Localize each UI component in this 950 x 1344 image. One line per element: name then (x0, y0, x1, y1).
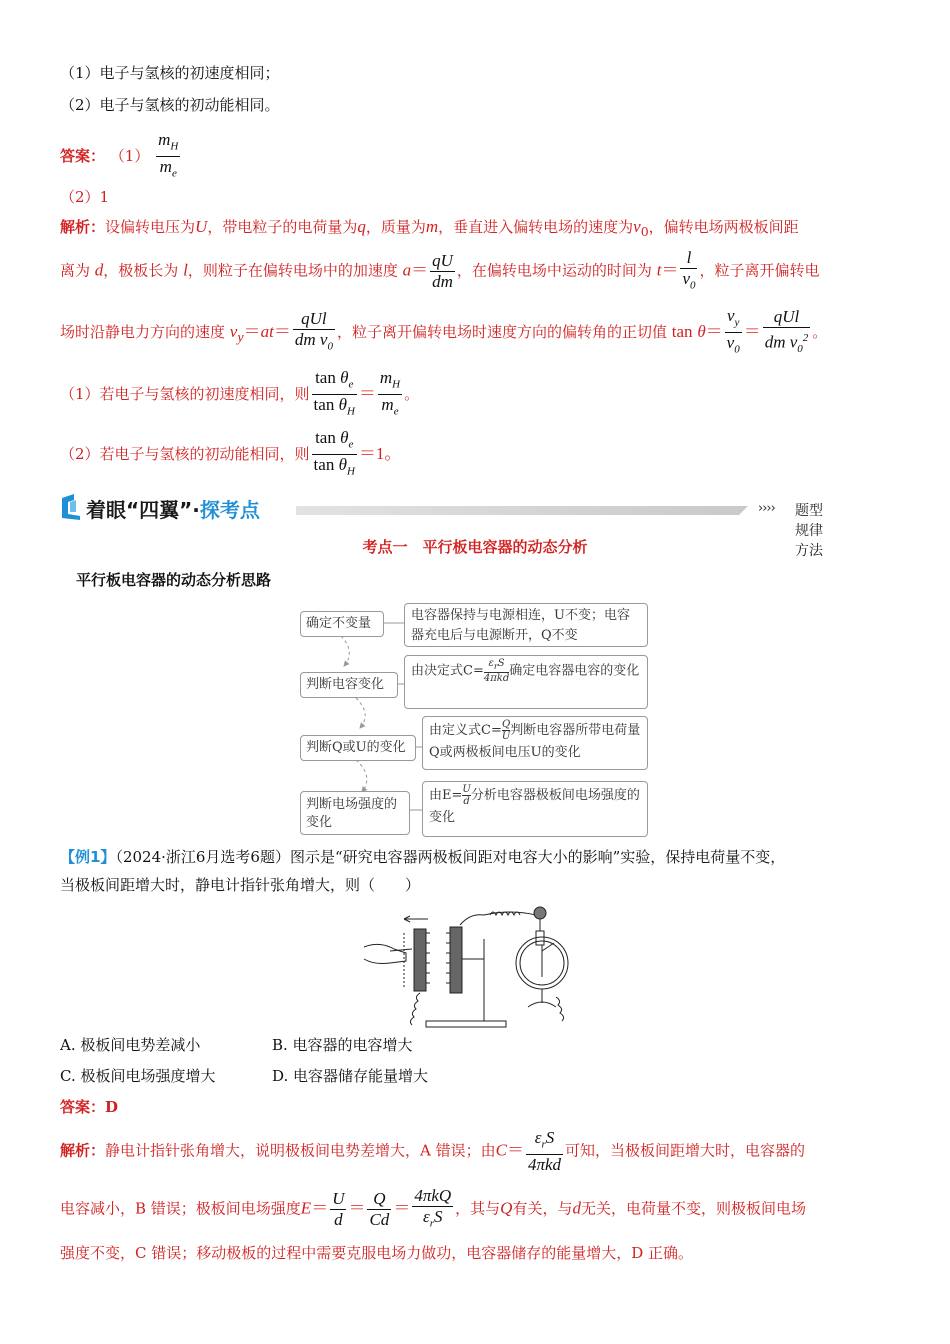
sub-title: 平行板电容器的动态分析思路 (76, 571, 272, 589)
explanation-line-2: 电容减小，B 错误；极板间电场强度E＝ $\frac{U}{d}$ ＝ $\frac{Q}{Cd}$ ＝ $\frac{\text{4πkQ}}{\varepsilon_rS}$ ，其与Q有关，与d无关，电荷量不变，则极板间电场 (60, 1186, 806, 1230)
mass-ratio: $\frac{m_H}{m_e}$ (158, 130, 179, 180)
banner-divider (296, 506, 748, 515)
analysis-line-3: 场时沿静电力方向的速度 $v_y=at=$ $\frac{\text{qUl}}{dm v_0}$ ，粒子离开偏转电场时速度方向的偏转角的正切值 tan θ＝ $\frac{v_y}{v_0}$ ＝ $\frac{\text{qUl}}{dm v_0^2}$ 。 (60, 306, 828, 356)
analysis-line-1: 解析：设偏转电压为U，带电粒子的电荷量为q，质量为m，垂直进入偏转电场的速度为$v_0$，偏转电场两极板间距 (60, 217, 799, 239)
option-a: A. 极板间电势差减小 (60, 1036, 201, 1054)
chevrons-icon: ›››› (758, 501, 775, 516)
question-2: （2）电子与氢核的初动能相同。 (60, 96, 280, 114)
example-line-1: 【例1】（2024·浙江6月选考6题）图示是“研究电容器两极板间距对电容大小的影响”实验，保持电荷量不变， (60, 848, 786, 866)
explanation-line-3: 强度不变，C 错误；移动极板的过程中需要克服电场力做功，电容器储存的能量增大，D 正确。 (60, 1244, 694, 1262)
tag-rule: 规律 (795, 523, 823, 539)
answer-2: （2）1 (60, 188, 110, 206)
answer-label: 答案： (60, 146, 106, 165)
analysis-line-2: 离为 d，极板长为 l，则粒子在偏转电场中的加速度 a＝ $\frac{qU}{dm}$ ，在偏转电场中运动的时间为 t＝ $\frac{l}{v_0}$ ，粒子离开偏转电 (60, 248, 820, 292)
analysis-case-1: （1）若电子与氢核的初速度相同，则 $\frac{\tan \theta_e}{\tan \theta_H}$ ＝ $\frac{m_H}{m_e}$ 。 (60, 368, 420, 418)
tag-method: 方法 (795, 543, 823, 559)
option-d: D. 电容器储存能量增大 (272, 1067, 429, 1085)
option-c: C. 极板间电场强度增大 (60, 1067, 216, 1085)
example-line-2: 当极板间距增大时，静电计指针张角增大，则（ ） (60, 876, 421, 894)
banner-title: 着眼“四翼”·探考点 (86, 498, 260, 522)
analysis-case-2: （2）若电子与氢核的初动能相同，则 $\frac{\tan \theta_e}{\tan \theta_H}$ ＝1。 (60, 428, 402, 478)
flow-desc-1: 电容器保持与电源相连，U不变；电容器充电后与电源断开，Q不变 (404, 603, 648, 647)
option-b: B. 电容器的电容增大 (272, 1036, 413, 1054)
flow-step-1: 确定不变量 (300, 611, 384, 637)
tag-type: 题型 (795, 503, 823, 519)
capacitor-experiment-figure (360, 903, 590, 1031)
question-1: （1）电子与氢核的初速度相同； (60, 64, 280, 82)
explanation-line-1: 解析：静电计指针张角增大，说明极板间电势差增大，A 错误；由C＝ $\frac{\varepsilon_rS}{\text{4πkd}}$ 可知，当极板间距增大时，电容器的 (60, 1128, 806, 1175)
flow-step-2: 判断电容变化 (300, 672, 398, 698)
flow-step-4: 判断电场强度的变化 (300, 791, 410, 835)
section-title: 考点一 平行板电容器的动态分析 (362, 538, 588, 556)
banner-logo-icon (60, 492, 86, 522)
flow-desc-4: 由E= $\frac{U}{d}$ 分析电容器极板间电场强度的变化 (422, 781, 648, 837)
example-tag: 【例1】 (60, 848, 116, 866)
answer-example: 答案：D (60, 1098, 119, 1116)
flow-desc-2: 由决定式C= $\varepsilon_rS$ 4πkd 确定电容器电容的变化 (404, 655, 648, 709)
flow-step-3: 判断Q或U的变化 (300, 735, 416, 761)
answer-1: 答案： （1） $\frac{m_H}{m_e}$ (60, 130, 182, 184)
flow-desc-3: 由定义式C= $\frac{Q}{U}$ 判断电容器所带电荷量Q或两极板间电压U的变化 (422, 716, 648, 770)
